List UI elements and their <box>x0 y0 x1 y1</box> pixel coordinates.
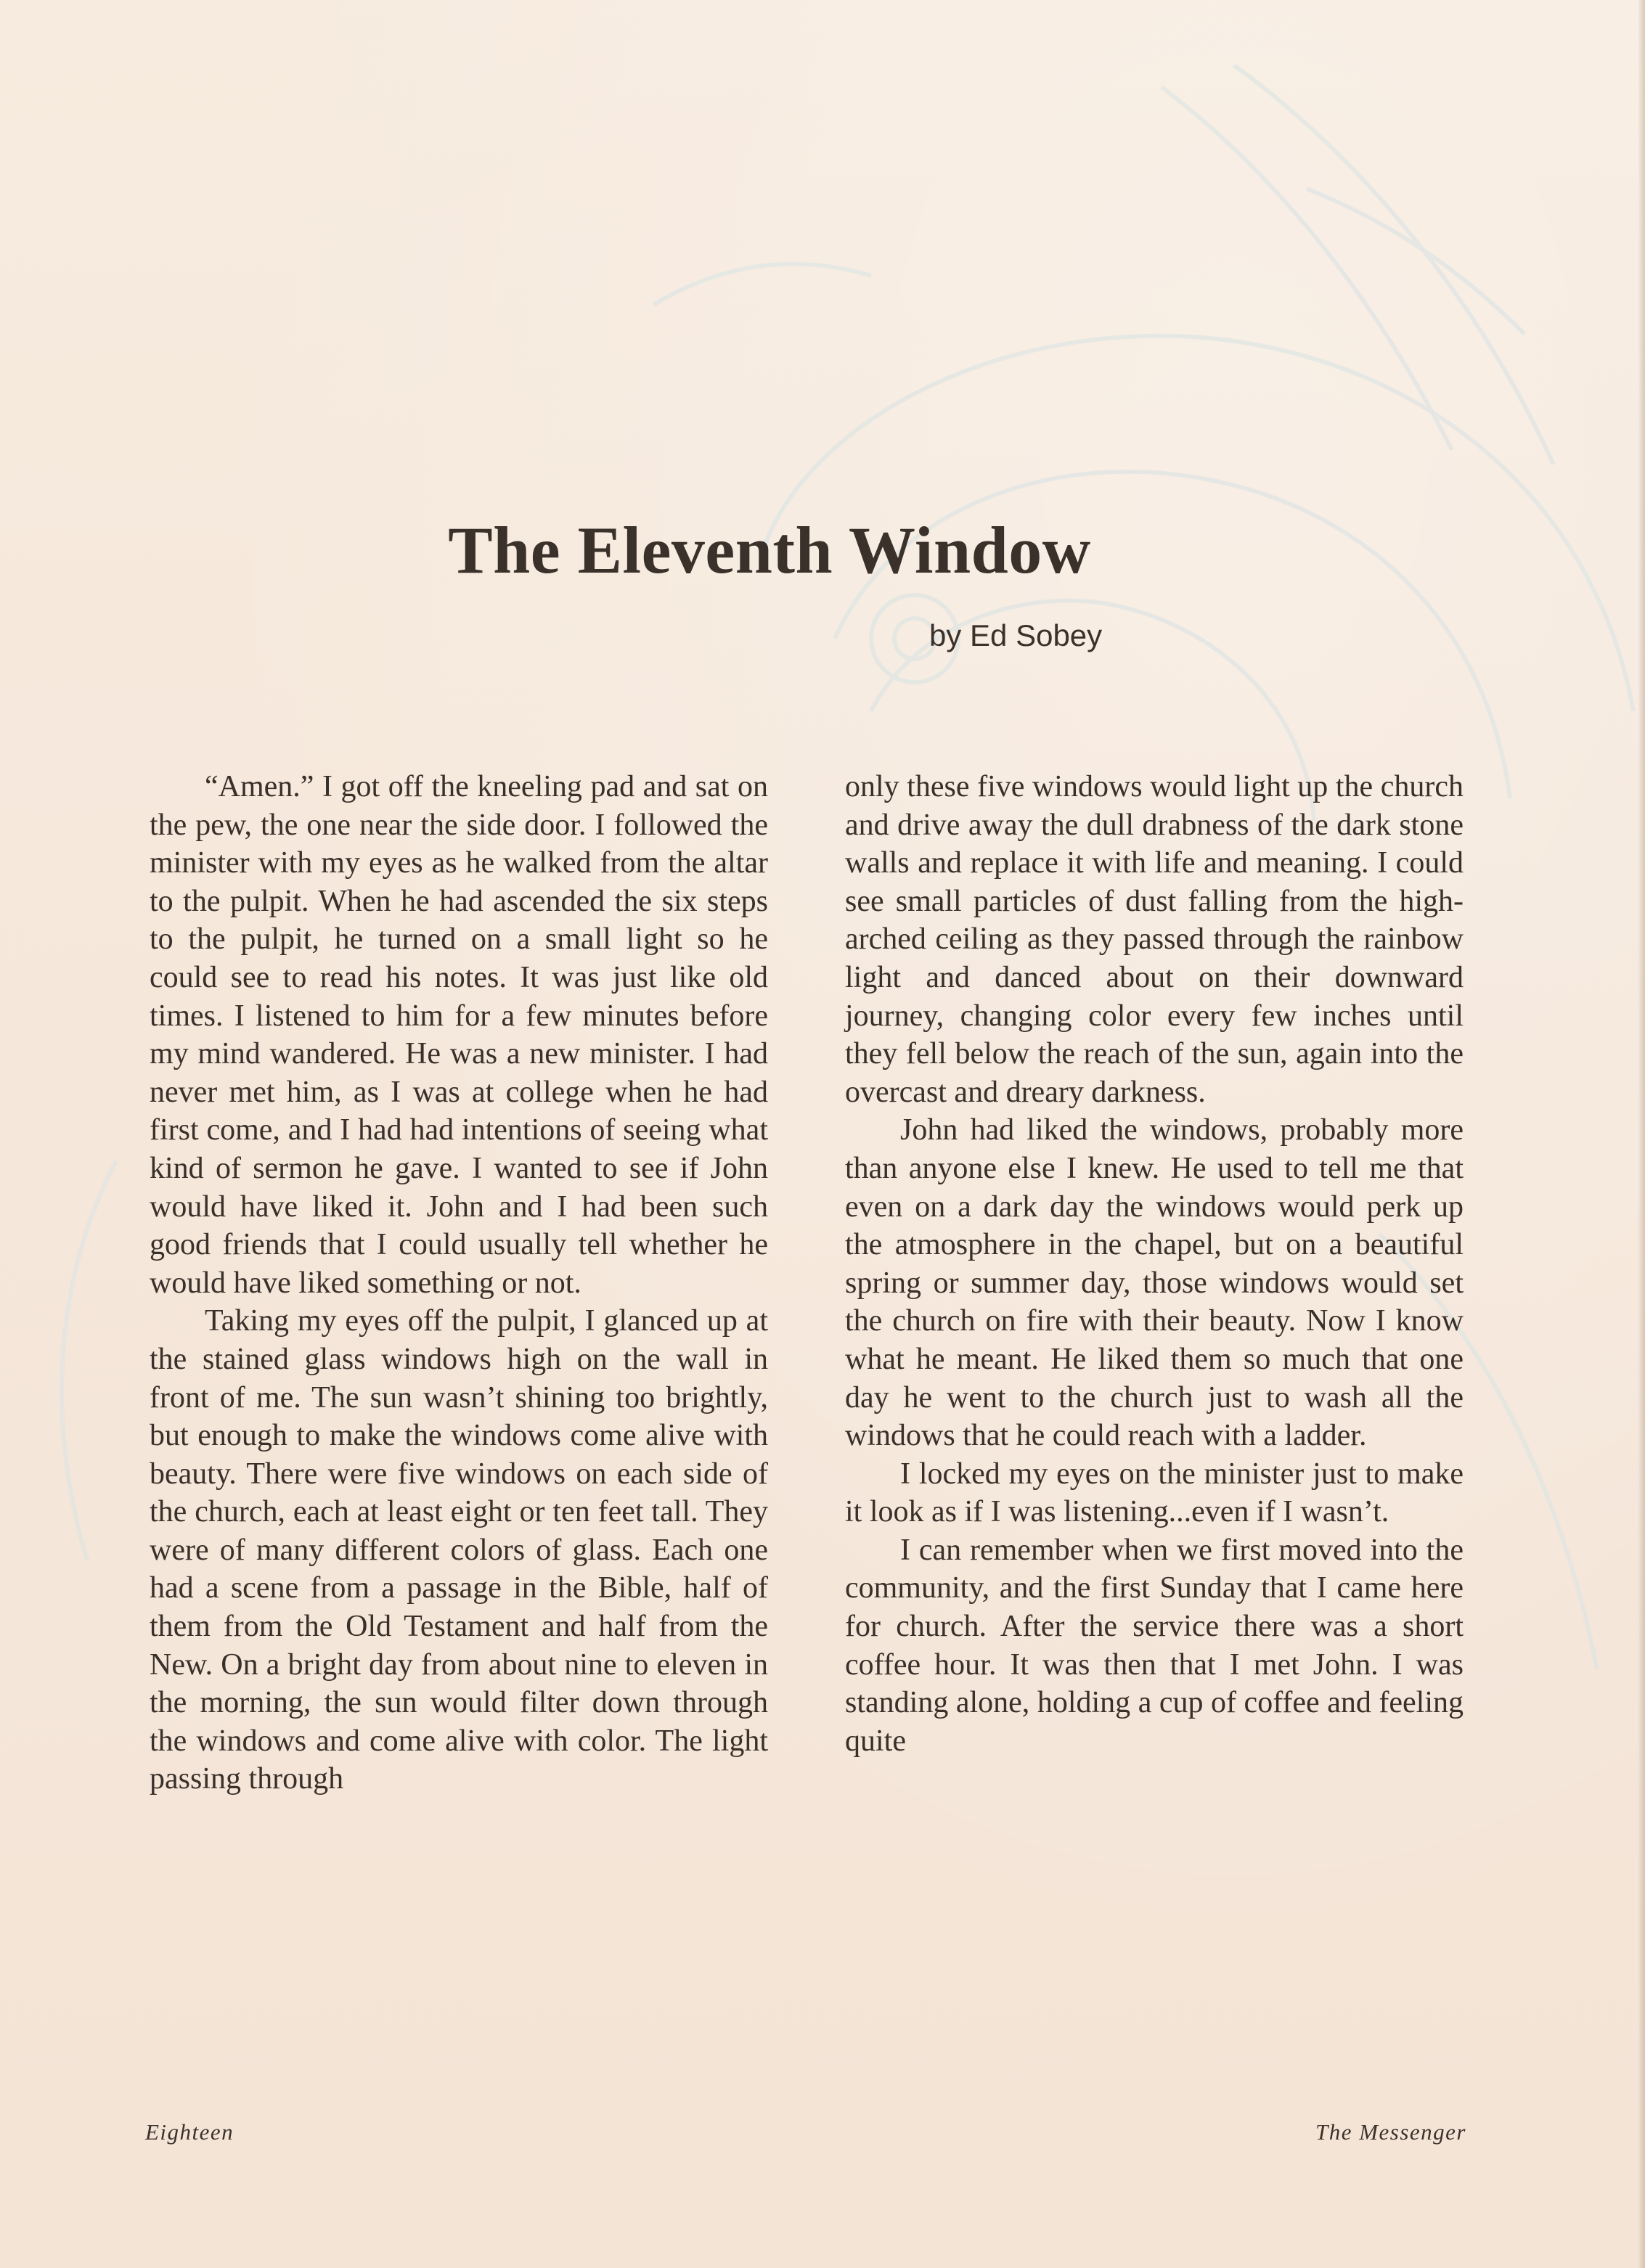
paragraph: John had liked the windows, probably more than anyone else I knew. He used to tell me that even on a dark day the windows would perk up the atmosphere in the chapel, but on a beautiful spring or summer day, those windows would set the church on fire with their beauty. Now I know what he meant. He liked them so much that one day he went to the church just to wash all the windows that he could reach with a ladder. <box>845 1113 1464 1453</box>
left-column <box>150 768 768 1798</box>
byline: by Ed Sobey <box>929 618 1103 652</box>
paragraph: I locked my eyes on the minister just to make it look as if I was listening...even if I wasn’t. <box>845 1457 1464 1529</box>
paragraph: Taking my eyes off the pulpit, I glanced up at the stained glass windows high on the wall in front of me. The sun wasn’t shining too brightly, but enough to make the windows come alive with beauty. There were five windows on each side of the church, each at least eight or ten feet tall. They were of many different colors of glass. Each one had a scene from a passage in the Bible, half of them from the Old Testament and half from the New. On a bright day from about nine to eleven in the morning, the sun would filter down through the windows and come alive with color. The light passing through <box>150 1304 768 1796</box>
publication-name: The Messenger <box>1315 2119 1466 2145</box>
article-title: The Eleventh Window <box>448 513 1091 587</box>
paragraph: only these five windows would light up the church and drive away the dull drabness of the dark stone walls and replace it with life and meaning. I could see small particles of dust falling from the high-arched ceiling as they passed through the rainbow light and danced about on their downward journey, changing color every few inches until they fell below the reach of the sun, again into the overcast and dreary darkness. <box>845 770 1464 1109</box>
paragraph: I can remember when we first moved into the community, and the first Sunday that I came here for church. After the service there was a short coffee hour. It was then that I met John. I was standing alone, holding a cup of coffee and feeling quite <box>845 1533 1464 1758</box>
page-number: Eighteen <box>145 2119 234 2145</box>
page-edge-shadow <box>1638 0 1645 2268</box>
right-column <box>845 768 1464 1760</box>
paragraph: “Amen.” I got off the kneeling pad and sat on the pew, the one near the side door. I followed the minister with my eyes as he walked from the altar to the pulpit. When he had ascended the six steps to the pulpit, he turned on a small light so he could see to read his notes. It was just like old times. I listened to him for a few minutes before my mind wandered. He was a new minister. I had never met him, as I was at college when he had first come, and I had had intentions of seeing what kind of sermon he gave. I wanted to see if John would have liked it. John and I had been such good friends that I could usually tell whether he would have liked something or not. <box>150 770 768 1300</box>
